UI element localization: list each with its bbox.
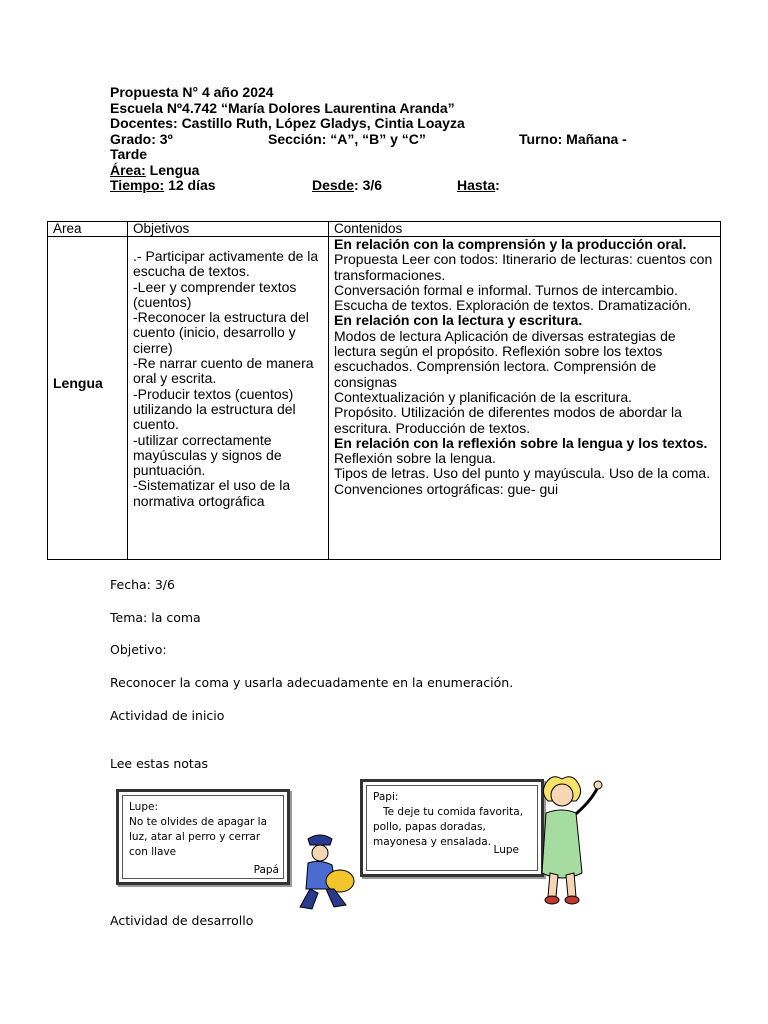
contenidos-cell	[329, 237, 721, 560]
docentes-line: Docentes: Castillo Ruth, López Gladys, Cintia Loayza	[110, 115, 465, 131]
contenido-item: Reflexión sobre la lengua.	[334, 450, 496, 467]
contenido-item: Propuesta Leer con todos: Itinerario de lecturas: cuentos con transformaciones.	[334, 251, 713, 283]
objetivo-item: -Sistematizar el uso de la normativa ortográfica	[133, 477, 291, 509]
lee-notas: Lee estas notas	[110, 756, 208, 771]
objetivo-label: Objetivo:	[110, 642, 167, 657]
table-row	[48, 237, 721, 560]
propuesta-line: Propuesta N° 4 año 2024	[110, 84, 274, 100]
area-line	[110, 163, 670, 179]
contenido-item: Escucha de textos. Exploración de textos. Dramatización.	[334, 297, 692, 314]
note-left-line: con llave	[129, 846, 177, 858]
turno-cont: Tarde	[110, 146, 148, 162]
objetivo-text: Reconocer la coma y usarla adecuadamente en la enumeración.	[110, 675, 514, 690]
table-header-row	[48, 222, 721, 237]
note-right-line: mayonesa y ensalada.	[373, 836, 492, 848]
girl-illustration	[532, 773, 608, 908]
desde-value: : 3/6	[354, 177, 383, 193]
note-right	[360, 779, 544, 877]
contenidos-list	[334, 237, 715, 497]
tiempo-label: Tiempo:	[110, 177, 165, 193]
area-cell	[48, 237, 128, 560]
planning-table	[47, 221, 721, 560]
note-right-signature: Lupe	[493, 844, 519, 856]
objetivos-cell	[128, 237, 329, 560]
notes-illustration	[112, 773, 652, 913]
actividad-desarrollo: Actividad de desarrollo	[110, 913, 254, 928]
note-left-line: luz, atar al perro y cerrar	[129, 831, 261, 843]
mailman-illustration	[290, 831, 360, 913]
objetivos-list	[133, 237, 323, 509]
tiempo-value: 12 días	[164, 177, 216, 193]
note-left-line: No te olvides de apagar la	[129, 816, 268, 828]
area-value: Lengua	[53, 375, 103, 392]
contenido-heading: En relación con la reflexión sobre la lengua y los textos.	[334, 434, 708, 451]
header-objetivos: Objetivos	[128, 222, 329, 237]
note-left-signature: Papá	[253, 864, 279, 876]
contenido-item: Conversación formal e informal. Turnos de intercambio.	[334, 281, 678, 298]
grado: Grado: 3º	[110, 130, 173, 147]
area-value: Lengua	[145, 161, 200, 178]
objetivo-item: -Re narrar cuento de manera oral y escrita.	[133, 355, 314, 387]
escuela-line: Escuela Nº4.742 “María Dolores Laurentina Aranda”	[110, 99, 455, 116]
note-left	[116, 789, 290, 885]
hasta-label: Hasta	[457, 177, 496, 193]
contenido-heading: En relación con la lectura y escritura.	[334, 312, 583, 329]
contenido-item: Convenciones ortográficas: gue- gui	[334, 480, 559, 497]
objetivo-item: -utilizar correctamente mayúsculas y signos de puntuación.	[133, 431, 282, 479]
hasta-value: :	[495, 177, 500, 193]
desde-label: Desde	[312, 177, 355, 193]
grado-line	[110, 132, 670, 148]
contenido-heading: En relación con la comprensión y la producción oral.	[334, 236, 687, 252]
contenido-item: Tipos de letras. Uso del punto y mayúscula. Uso de la coma.	[334, 465, 711, 482]
note-right-title: Papi:	[373, 791, 399, 803]
header-area: Area	[48, 222, 128, 237]
note-left-title: Lupe:	[129, 801, 158, 813]
tema: Tema: la coma	[110, 610, 201, 625]
fecha: Fecha: 3/6	[110, 577, 175, 592]
actividad-inicio: Actividad de inicio	[110, 708, 225, 723]
objetivo-item: .- Participar activamente de la escucha de textos.	[133, 248, 319, 280]
contenido-item: Modos de lectura Aplicación de diversas estrategias de lectura según el propósito. Reflexión sobre los textos escuchados. Comprensión lectora. Comprensión de consignas	[334, 327, 676, 390]
objetivo-item: -Leer y comprender textos (cuentos)	[133, 278, 297, 310]
tiempo-line	[110, 178, 670, 194]
header-contenidos: Contenidos	[329, 222, 721, 237]
objetivo-item: -Producir textos (cuentos) utilizando la estructura del cuento.	[133, 385, 296, 433]
document-header	[110, 85, 670, 194]
note-right-line: pollo, papas doradas,	[373, 821, 486, 833]
seccion: Sección: “A”, “B” y “C”	[268, 130, 426, 147]
note-right-line: Te deje tu comida favorita,	[383, 806, 524, 818]
area-label: Área:	[110, 161, 146, 178]
contenido-item: Propósito. Utilización de diferentes modos de abordar la escritura. Producción de textos.	[334, 404, 682, 436]
turno: Turno: Mañana -	[519, 130, 627, 147]
objetivo-item: -Reconocer la estructura del cuento (inicio, desarrollo y cierre)	[133, 309, 309, 356]
contenido-item: Contextualización y planificación de la escritura.	[334, 388, 633, 405]
